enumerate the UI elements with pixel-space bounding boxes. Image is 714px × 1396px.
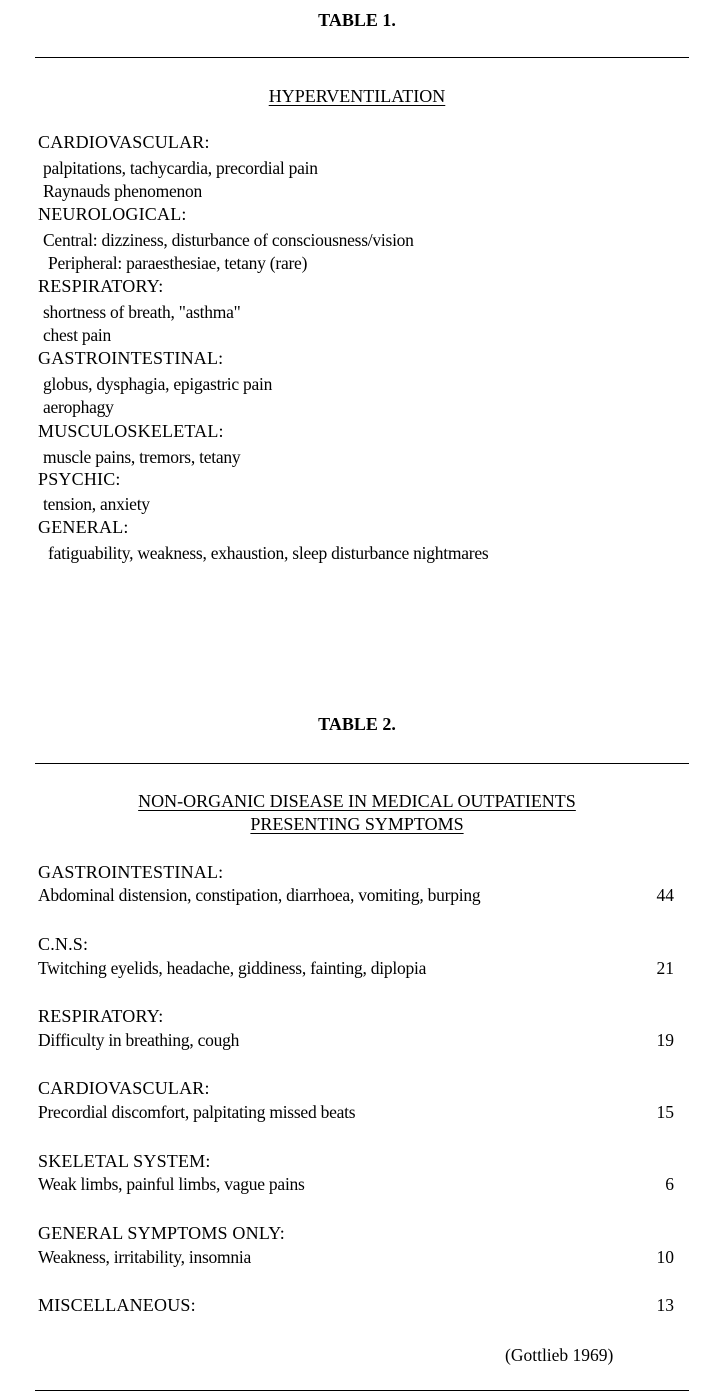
table2-row-count: 19 bbox=[656, 1030, 674, 1050]
table1-category-general: GENERAL: bbox=[38, 517, 129, 537]
table2-row-category: RESPIRATORY: bbox=[38, 1006, 164, 1026]
table1-category-respiratory: RESPIRATORY: bbox=[38, 276, 164, 296]
table1-title: TABLE 1. bbox=[318, 10, 396, 30]
table1-category-psychic: PSYCHIC: bbox=[38, 469, 121, 489]
table1-item: muscle pains, tremors, tetany bbox=[43, 447, 241, 467]
table2-top-rule bbox=[35, 763, 689, 764]
table2-row-count: 10 bbox=[656, 1247, 674, 1267]
table2-row-description: Twitching eyelids, headache, giddiness, fainting, diplopia bbox=[38, 958, 427, 978]
table1-top-rule bbox=[35, 57, 689, 58]
table1-category-cardiovascular: CARDIOVASCULAR: bbox=[38, 132, 210, 152]
table1-item: palpitations, tachycardia, precordial pain bbox=[43, 158, 318, 178]
table1-item: globus, dysphagia, epigastric pain bbox=[43, 374, 273, 394]
table2-row-count: 44 bbox=[656, 885, 674, 905]
table2-heading-line2: PRESENTING SYMPTOMS bbox=[250, 814, 464, 834]
table2-bottom-rule bbox=[35, 1390, 689, 1391]
table1-item: Central: dizziness, disturbance of consciousness/vision bbox=[43, 230, 414, 250]
table2-row-description: Weak limbs, painful limbs, vague pains bbox=[38, 1174, 305, 1194]
table2-row-description: Difficulty in breathing, cough bbox=[38, 1030, 240, 1050]
table1-item: aerophagy bbox=[43, 397, 114, 417]
table2-row-description: Precordial discomfort, palpitating missed beats bbox=[38, 1102, 356, 1122]
table2-row-category: GASTROINTESTINAL: bbox=[38, 862, 224, 882]
table2-row-description: Abdominal distension, constipation, diarrhoea, vomiting, burping bbox=[38, 885, 481, 905]
table2-row-count: 13 bbox=[656, 1295, 674, 1315]
table1-category-musculoskeletal: MUSCULOSKELETAL: bbox=[38, 421, 224, 441]
table2-row-category: SKELETAL SYSTEM: bbox=[38, 1151, 211, 1171]
table2-heading-line1: NON-ORGANIC DISEASE IN MEDICAL OUTPATIENTS bbox=[138, 791, 576, 811]
table2-row-category: MISCELLANEOUS: bbox=[38, 1295, 196, 1315]
table2-row-category: C.N.S: bbox=[38, 934, 89, 954]
table2-title: TABLE 2. bbox=[318, 714, 396, 734]
table2-row-count: 21 bbox=[656, 958, 674, 978]
table1-item: chest pain bbox=[43, 325, 111, 345]
table1-item: Raynauds phenomenon bbox=[43, 181, 203, 201]
table2-row-category: CARDIOVASCULAR: bbox=[38, 1078, 210, 1098]
table2-row-description: Weakness, irritability, insomnia bbox=[38, 1247, 252, 1267]
table1-item: shortness of breath, "asthma" bbox=[43, 302, 241, 322]
table1-category-neurological: NEUROLOGICAL: bbox=[38, 204, 187, 224]
table1-heading: HYPERVENTILATION bbox=[268, 86, 446, 106]
table2-citation: (Gottlieb 1969) bbox=[505, 1345, 614, 1365]
table1-item: tension, anxiety bbox=[43, 494, 150, 514]
table2-row-count: 15 bbox=[656, 1102, 674, 1122]
table2-row-category: GENERAL SYMPTOMS ONLY: bbox=[38, 1223, 285, 1243]
table1-category-gastrointestinal: GASTROINTESTINAL: bbox=[38, 348, 224, 368]
table2-row-count: 6 bbox=[665, 1174, 674, 1194]
table1-item: fatiguability, weakness, exhaustion, sleep disturbance nightmares bbox=[48, 543, 489, 563]
table1-item: Peripheral: paraesthesiae, tetany (rare) bbox=[48, 253, 308, 273]
